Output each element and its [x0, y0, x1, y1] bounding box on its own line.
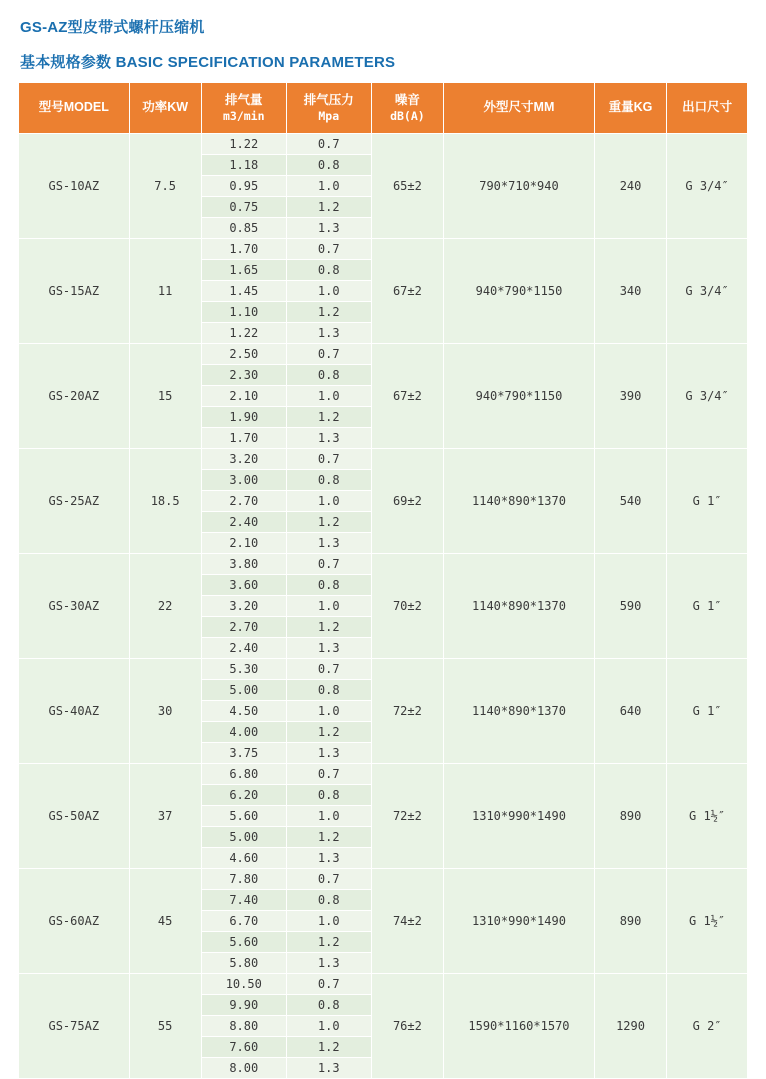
cell-flow-item: 4.60 [202, 848, 286, 868]
cell-pressure-item: 0.8 [287, 365, 371, 386]
cell-pressure-item: 1.3 [287, 218, 371, 238]
cell-pressure-item: 0.7 [287, 239, 371, 260]
cell-flow-item: 9.90 [202, 995, 286, 1016]
column-header-pressure-line2: Mpa [318, 108, 340, 123]
cell-noise: 70±2 [371, 554, 443, 659]
cell-flow-item: 3.60 [202, 575, 286, 596]
cell-dimensions: 1310*990*1490 [444, 869, 595, 974]
cell-noise: 65±2 [371, 134, 443, 239]
cell-power: 55 [129, 974, 201, 1079]
cell-outlet: G 1″ [667, 449, 748, 554]
cell-flow-item: 6.80 [202, 764, 286, 785]
cell-noise: 74±2 [371, 869, 443, 974]
table-row [19, 449, 748, 554]
cell-pressure-item: 1.0 [287, 911, 371, 932]
table-row [19, 344, 748, 449]
column-header-model [19, 83, 130, 134]
cell-flow [201, 869, 286, 974]
cell-weight: 890 [594, 869, 666, 974]
cell-flow-item: 2.50 [202, 344, 286, 365]
table-row [19, 554, 748, 659]
cell-pressure-item: 1.3 [287, 533, 371, 553]
cell-flow-item: 2.10 [202, 533, 286, 553]
cell-pressure-item: 1.0 [287, 701, 371, 722]
cell-pressure-item: 0.8 [287, 260, 371, 281]
table-body [19, 134, 748, 1079]
cell-weight: 640 [594, 659, 666, 764]
cell-flow-item: 10.50 [202, 974, 286, 995]
table-row [19, 134, 748, 239]
cell-outlet: G 3/4″ [667, 134, 748, 239]
cell-pressure-item: 1.3 [287, 638, 371, 658]
cell-pressure-item: 1.3 [287, 1058, 371, 1078]
cell-pressure-item: 0.8 [287, 680, 371, 701]
specification-table [18, 82, 748, 1079]
cell-pressure-item: 0.8 [287, 995, 371, 1016]
cell-flow-item: 0.75 [202, 197, 286, 218]
header-row [19, 83, 748, 134]
cell-pressure-item: 1.2 [287, 617, 371, 638]
cell-flow-item: 4.00 [202, 722, 286, 743]
cell-model: GS-75AZ [19, 974, 130, 1079]
column-header-pressure-line1: 排气压力 [303, 93, 354, 107]
cell-noise: 69±2 [371, 449, 443, 554]
cell-noise: 76±2 [371, 974, 443, 1079]
cell-dimensions: 1590*1160*1570 [444, 974, 595, 1079]
cell-pressure [286, 239, 371, 344]
cell-pressure [286, 974, 371, 1079]
cell-dimensions: 940*790*1150 [444, 239, 595, 344]
cell-pressure [286, 764, 371, 869]
cell-pressure-item: 1.2 [287, 932, 371, 953]
cell-flow-item: 1.70 [202, 428, 286, 448]
cell-flow-item: 1.65 [202, 260, 286, 281]
cell-outlet: G 3/4″ [667, 239, 748, 344]
cell-flow [201, 449, 286, 554]
column-header-dimensions-line1: 外型尺寸MM [483, 100, 555, 115]
column-header-flow [201, 83, 286, 134]
cell-pressure-item: 0.8 [287, 890, 371, 911]
column-header-model-line1: 型号MODEL [38, 100, 109, 115]
cell-flow-item: 2.10 [202, 386, 286, 407]
column-header-noise [371, 83, 443, 134]
table-row [19, 239, 748, 344]
cell-noise: 67±2 [371, 239, 443, 344]
cell-model: GS-50AZ [19, 764, 130, 869]
column-header-outlet-line1: 出口尺寸 [682, 100, 733, 115]
cell-pressure-item: 1.0 [287, 386, 371, 407]
cell-pressure [286, 449, 371, 554]
cell-flow-item: 0.95 [202, 176, 286, 197]
cell-pressure [286, 659, 371, 764]
table-row [19, 764, 748, 869]
cell-dimensions: 940*790*1150 [444, 344, 595, 449]
cell-pressure-item: 1.2 [287, 407, 371, 428]
cell-pressure-item: 0.7 [287, 554, 371, 575]
cell-flow-item: 3.20 [202, 596, 286, 617]
cell-model: GS-10AZ [19, 134, 130, 239]
cell-pressure-item: 1.2 [287, 827, 371, 848]
cell-pressure-item: 0.8 [287, 575, 371, 596]
column-header-outlet [667, 83, 748, 134]
cell-flow [201, 134, 286, 239]
cell-pressure-item: 1.0 [287, 596, 371, 617]
cell-power: 18.5 [129, 449, 201, 554]
cell-flow-item: 2.30 [202, 365, 286, 386]
column-header-weight [594, 83, 666, 134]
cell-flow [201, 974, 286, 1079]
column-header-flow-line2: m3/min [222, 108, 265, 123]
cell-dimensions: 1310*990*1490 [444, 764, 595, 869]
cell-flow [201, 659, 286, 764]
cell-flow-item: 5.00 [202, 680, 286, 701]
column-header-flow-line1: 排气量 [225, 93, 263, 107]
cell-pressure [286, 134, 371, 239]
cell-outlet: G 2″ [667, 974, 748, 1079]
cell-flow-item: 3.00 [202, 470, 286, 491]
table-row [19, 974, 748, 1079]
cell-flow-item: 8.80 [202, 1016, 286, 1037]
cell-outlet: G 1½″ [667, 869, 748, 974]
cell-pressure-item: 1.0 [287, 281, 371, 302]
cell-flow-item: 2.40 [202, 638, 286, 658]
cell-flow-item: 3.20 [202, 449, 286, 470]
table-header [19, 83, 748, 134]
cell-power: 37 [129, 764, 201, 869]
cell-weight: 240 [594, 134, 666, 239]
cell-pressure-item: 1.2 [287, 1037, 371, 1058]
cell-flow-item: 7.60 [202, 1037, 286, 1058]
cell-weight: 1290 [594, 974, 666, 1079]
cell-flow-item: 7.40 [202, 890, 286, 911]
cell-model: GS-30AZ [19, 554, 130, 659]
cell-flow-item: 5.30 [202, 659, 286, 680]
cell-pressure-item: 0.8 [287, 785, 371, 806]
cell-pressure-item: 0.7 [287, 659, 371, 680]
column-header-noise-line2: dB(A) [390, 108, 425, 123]
cell-power: 30 [129, 659, 201, 764]
cell-pressure-item: 1.2 [287, 302, 371, 323]
cell-pressure-item: 1.3 [287, 953, 371, 973]
cell-weight: 340 [594, 239, 666, 344]
cell-flow-item: 5.80 [202, 953, 286, 973]
cell-dimensions: 1140*890*1370 [444, 659, 595, 764]
cell-flow-item: 1.22 [202, 134, 286, 155]
cell-flow [201, 239, 286, 344]
cell-pressure-item: 1.3 [287, 848, 371, 868]
cell-flow [201, 764, 286, 869]
cell-flow-item: 7.80 [202, 869, 286, 890]
cell-weight: 890 [594, 764, 666, 869]
cell-power: 11 [129, 239, 201, 344]
cell-flow-item: 0.85 [202, 218, 286, 238]
cell-power: 7.5 [129, 134, 201, 239]
cell-noise: 67±2 [371, 344, 443, 449]
cell-flow-item: 2.70 [202, 617, 286, 638]
cell-pressure-item: 1.2 [287, 722, 371, 743]
cell-pressure-item: 1.3 [287, 323, 371, 343]
column-header-pressure [286, 83, 371, 134]
cell-dimensions: 790*710*940 [444, 134, 595, 239]
cell-flow-item: 2.70 [202, 491, 286, 512]
cell-pressure-item: 0.7 [287, 344, 371, 365]
page-title: GS-AZ型皮带式螺杆压缩机 [20, 19, 205, 36]
cell-flow-item: 5.60 [202, 806, 286, 827]
cell-dimensions: 1140*890*1370 [444, 449, 595, 554]
cell-pressure-item: 0.8 [287, 470, 371, 491]
cell-flow-item: 3.80 [202, 554, 286, 575]
cell-model: GS-60AZ [19, 869, 130, 974]
cell-flow-item: 5.60 [202, 932, 286, 953]
column-header-weight-line1: 重量KG [608, 100, 653, 115]
cell-noise: 72±2 [371, 764, 443, 869]
cell-pressure-item: 0.7 [287, 974, 371, 995]
cell-flow-item: 1.45 [202, 281, 286, 302]
cell-outlet: G 1½″ [667, 764, 748, 869]
cell-model: GS-40AZ [19, 659, 130, 764]
cell-pressure-item: 1.3 [287, 428, 371, 448]
cell-flow-item: 4.50 [202, 701, 286, 722]
page-subtitle: 基本规格参数 BASIC SPECIFICATION PARAMETERS [20, 54, 396, 71]
cell-flow-item: 8.00 [202, 1058, 286, 1078]
cell-flow-item: 6.70 [202, 911, 286, 932]
cell-flow-item: 1.22 [202, 323, 286, 343]
cell-flow-item: 1.10 [202, 302, 286, 323]
table-row [19, 659, 748, 764]
cell-flow-item: 2.40 [202, 512, 286, 533]
cell-pressure-item: 0.7 [287, 134, 371, 155]
cell-flow [201, 344, 286, 449]
cell-pressure-item: 0.7 [287, 449, 371, 470]
cell-model: GS-15AZ [19, 239, 130, 344]
cell-pressure-item: 1.2 [287, 512, 371, 533]
cell-model: GS-25AZ [19, 449, 130, 554]
cell-weight: 390 [594, 344, 666, 449]
cell-pressure-item: 1.0 [287, 1016, 371, 1037]
cell-flow-item: 5.00 [202, 827, 286, 848]
cell-dimensions: 1140*890*1370 [444, 554, 595, 659]
cell-power: 45 [129, 869, 201, 974]
cell-model: GS-20AZ [19, 344, 130, 449]
cell-flow-item: 1.70 [202, 239, 286, 260]
cell-noise: 72±2 [371, 659, 443, 764]
table-row [19, 869, 748, 974]
cell-flow-item: 1.18 [202, 155, 286, 176]
cell-outlet: G 1″ [667, 554, 748, 659]
cell-pressure-item: 1.3 [287, 743, 371, 763]
column-header-power [129, 83, 201, 134]
cell-flow-item: 1.90 [202, 407, 286, 428]
cell-pressure [286, 554, 371, 659]
cell-pressure [286, 344, 371, 449]
column-header-noise-line1: 噪音 [394, 93, 420, 107]
cell-pressure-item: 1.0 [287, 806, 371, 827]
cell-pressure-item: 1.0 [287, 176, 371, 197]
cell-outlet: G 1″ [667, 659, 748, 764]
cell-pressure-item: 1.0 [287, 491, 371, 512]
cell-flow-item: 6.20 [202, 785, 286, 806]
cell-weight: 590 [594, 554, 666, 659]
cell-flow [201, 554, 286, 659]
cell-pressure-item: 0.8 [287, 155, 371, 176]
column-header-power-line1: 功率KW [142, 100, 189, 115]
cell-power: 15 [129, 344, 201, 449]
cell-flow-item: 3.75 [202, 743, 286, 763]
cell-pressure-item: 1.2 [287, 197, 371, 218]
cell-pressure-item: 0.7 [287, 764, 371, 785]
cell-outlet: G 3/4″ [667, 344, 748, 449]
cell-pressure [286, 869, 371, 974]
cell-power: 22 [129, 554, 201, 659]
cell-weight: 540 [594, 449, 666, 554]
cell-pressure-item: 0.7 [287, 869, 371, 890]
column-header-dimensions [444, 83, 595, 134]
